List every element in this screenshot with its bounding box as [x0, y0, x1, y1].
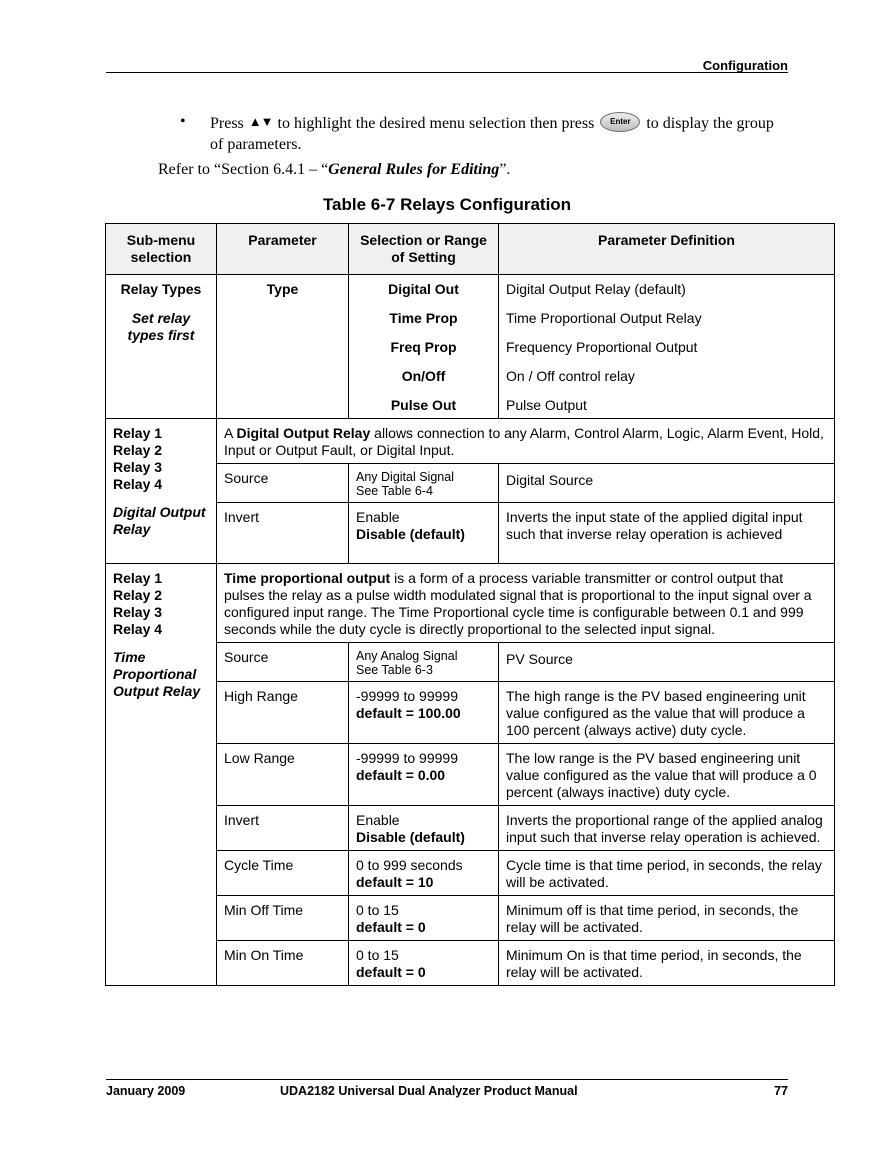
refer-section-title: General Rules for Editing — [328, 161, 500, 178]
press-word: Press — [210, 115, 244, 132]
relay-label: Relay 4 — [113, 476, 163, 492]
definition-line: Pulse Output — [506, 397, 587, 413]
parameter-cell: Source — [217, 643, 349, 682]
setting-cell: Any Analog Signal See Table 6-3 — [349, 643, 499, 682]
setting-cell: 0 to 15 default = 0 — [349, 896, 499, 941]
parameter-cell: Type — [217, 275, 349, 419]
setting-cell: -99999 to 99999 default = 0.00 — [349, 744, 499, 806]
definition-cell: Minimum off is that time period, in seconds, the relay will be activated. — [499, 896, 835, 941]
definition-cell — [499, 275, 835, 419]
parameter-cell: High Range — [217, 682, 349, 744]
intro-bold: Time proportional output — [224, 570, 391, 586]
parameter-cell: Cycle Time — [217, 851, 349, 896]
running-header: Configuration — [702, 58, 788, 73]
parameter-cell: Invert — [217, 806, 349, 851]
time-prop-intro: Time proportional output is a form of a process variable transmitter or control output that pulses the relay as a pulse width modulated signal that is proportional to the input signal over a configured input range. The Time Proportional cycle time is configurable between 0.1 and 999 seconds while the duty cycle is directly proportional to the selected input signal. — [217, 564, 835, 643]
setting-option: Pulse Out — [390, 397, 457, 413]
header-submenu: Sub-menu selection — [106, 224, 217, 275]
setting-cell: Enable Disable (default) — [349, 503, 499, 564]
instruction-bullet — [180, 111, 780, 155]
intro-bold: Digital Output Relay — [236, 425, 371, 441]
table-row — [106, 275, 835, 419]
parameter-cell: Invert — [217, 503, 349, 564]
definition-cell: PV Source — [499, 643, 835, 682]
setting-option: On/Off — [401, 368, 446, 384]
footer-date: January 2009 — [106, 1084, 186, 1098]
instruction-mid: to highlight the desired menu selection then press — [277, 115, 595, 132]
definition-line: Time Proportional Output Relay — [506, 310, 702, 326]
relay-label: Relay 3 — [113, 604, 163, 620]
definition-cell: Inverts the input state of the applied digital input such that inverse relay operation is achieved — [499, 503, 835, 564]
submenu-mode-label: Time Proportional Output Relay — [113, 649, 201, 699]
setting-cell: 0 to 15 default = 0 — [349, 941, 499, 986]
table-row — [106, 564, 835, 643]
submenu-mode-label: Digital Output Relay — [113, 504, 206, 537]
digital-submenu — [106, 419, 217, 564]
relay-label: Relay 3 — [113, 459, 163, 475]
header-selection: Selection or Range of Setting — [349, 224, 499, 275]
relay-types-submenu — [106, 275, 217, 419]
setting-option: Digital Out — [388, 281, 459, 297]
setting-cell: 0 to 999 seconds default = 10 — [349, 851, 499, 896]
table-header-row — [106, 224, 835, 275]
definition-line: Digital Output Relay (default) — [506, 281, 686, 297]
parameter-cell: Low Range — [217, 744, 349, 806]
definition-cell: Inverts the proportional range of the applied analog input such that inverse relay operation is achieved. — [499, 806, 835, 851]
table-row — [106, 419, 835, 464]
refer-pre: Refer to “Section 6.4.1 – “ — [158, 161, 329, 178]
relays-configuration-table — [105, 223, 835, 986]
submenu-note: Set relay types first — [127, 310, 195, 343]
setting-cell: Any Digital Signal See Table 6-4 — [349, 464, 499, 503]
relay-label: Relay 2 — [113, 587, 163, 603]
settings-cell — [349, 275, 499, 419]
page-number: 77 — [774, 1084, 788, 1098]
setting-option: Time Prop — [389, 310, 458, 326]
time-prop-submenu — [106, 564, 217, 986]
definition-cell: Minimum On is that time period, in seconds, the relay will be activated. — [499, 941, 835, 986]
submenu-label: Relay Types — [120, 281, 202, 297]
parameter-cell: Min Off Time — [217, 896, 349, 941]
instruction-end: to display the group of parameters. — [210, 115, 774, 153]
header-parameter: Parameter — [217, 224, 349, 275]
setting-cell: Enable Disable (default) — [349, 806, 499, 851]
definition-line: Frequency Proportional Output — [506, 339, 698, 355]
footer-rule — [106, 1079, 788, 1080]
definition-cell: The low range is the PV based engineering unit value configured as the value that will produce a 0 percent (always inactive) duty cycle. — [499, 744, 835, 806]
setting-option: Freq Prop — [390, 339, 457, 355]
refer-post: ”. — [499, 161, 511, 178]
definition-cell: Cycle time is that time period, in seconds, the relay will be activated. — [499, 851, 835, 896]
up-down-arrows-icon: ▲▼ — [248, 114, 273, 129]
header-definition: Parameter Definition — [499, 224, 835, 275]
parameter-cell: Source — [217, 464, 349, 503]
relay-label: Relay 4 — [113, 621, 163, 637]
relay-label: Relay 2 — [113, 442, 163, 458]
relay-label: Relay 1 — [113, 425, 163, 441]
digital-intro: A Digital Output Relay allows connection to any Alarm, Control Alarm, Logic, Alarm Event, Hold, Input or Output Fault, or Digital Input. — [217, 419, 835, 464]
definition-cell: The high range is the PV based engineering unit value configured as the value that will produce a 100 percent (always active) duty cycle. — [499, 682, 835, 744]
table-caption: Table 6-7 Relays Configuration — [322, 195, 572, 214]
enter-key-icon: Enter — [600, 112, 640, 132]
definition-line: On / Off control relay — [506, 368, 635, 384]
parameter-cell: Min On Time — [217, 941, 349, 986]
setting-cell: -99999 to 99999 default = 100.00 — [349, 682, 499, 744]
definition-cell: Digital Source — [499, 464, 835, 503]
header-rule — [106, 72, 788, 73]
bullet-dot: • — [180, 113, 186, 130]
relay-label: Relay 1 — [113, 570, 163, 586]
refer-line — [158, 161, 510, 179]
footer-title: UDA2182 Universal Dual Analyzer Product Manual — [280, 1084, 578, 1098]
instruction-text — [210, 111, 780, 155]
